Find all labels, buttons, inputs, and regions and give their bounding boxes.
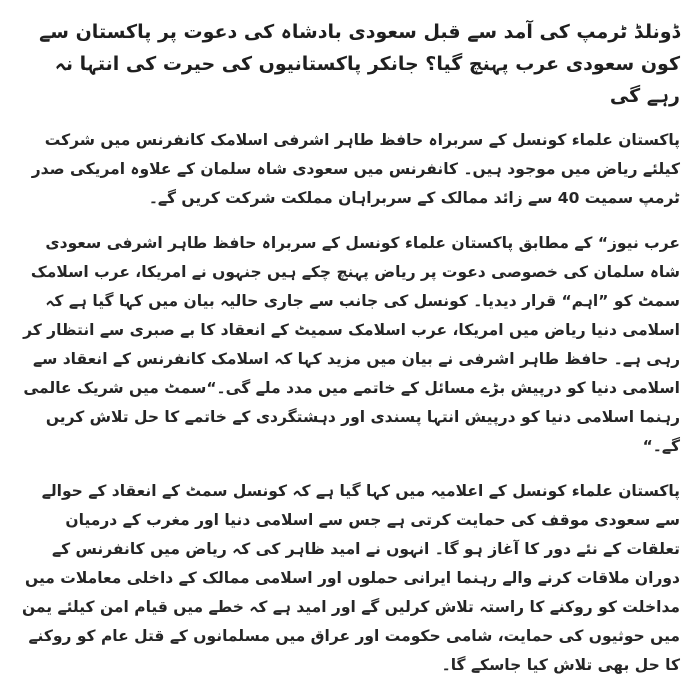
- article-paragraph-3: پاکستان علماء کونسل کے اعلامیہ میں کہا گیا ہے کہ کونسل سمٹ کے انعقاد کے حوالے سے سعودی موقف کی حمایت کرتی ہے جس سے اسلامی دنیا اور مغرب کے درمیان تعلقات کے نئے دور کا آغاز ہو گا۔ انہوں نے امید ظاہر کی کہ ریاض میں کانفرنس کے دوران ملاقات کرنے والے رہنما ایرانی حملوں اور اسلامی ممالک کے داخلی معاملات میں مداخلت کو روکنے کا راستہ تلاش کرلیں گے اور امید ہے کہ خطے میں قیام امن کیلئے یمن میں حوثیوں کی حمایت، شامی حکومت اور عراق میں مسلمانوں کے قتل عام کو روکنے کا حل بھی تلاش کیا جاسکے گا۔: [21, 482, 680, 674]
- article-headline: ڈونلڈ ٹرمپ کی آمد سے قبل سعودی بادشاہ کی دعوت پر پاکستان سے کون سعودی عرب پہنچ گیا؟ جانکر پاکستانیوں کی حیرت کی انتہا نہ رہے گی: [39, 21, 680, 107]
- article-paragraph-2: عرب نیوز“ کے مطابق پاکستان علماء کونسل کے سربراہ حافظ طاہر اشرفی سعودی شاہ سلمان کی خصوصی دعوت پر ریاض پہنچ چکے ہیں جنہوں نے امریکا، عرب اسلامک سمٹ کو ”اہم“ قرار دیدیا۔ کونسل کی جانب سے جاری حالیہ بیان میں کہا گیا ہے کہ اسلامی دنیا ریاض میں امریکا، عرب اسلامک سمیٹ کے انعقاد کا بے صبری سے انتظار کر رہی ہے۔ حافظ طاہر اشرفی نے بیان میں مزید کہا کہ اسلامک کانفرنس کے انعقاد سے اسلامی دنیا کو درپیش بڑے مسائل کے خاتمے میں مدد ملے گی۔“سمٹ میں شریک عالمی رہنما اسلامی دنیا کو درپیش انتہا پسندی اور دہشتگردی کے خاتمے کا حل تلاش کریں گے۔“: [23, 234, 680, 455]
- article-paragraph-1: پاکستان علماء کونسل کے سربراہ حافظ طاہر اشرفی اسلامک کانفرنس میں شرکت کیلئے ریاض میں موجود ہیں۔ کانفرنس میں سعودی شاہ سلمان کے علاوہ امریکی صدر ٹرمپ سمیت 40 سے زائد ممالک کے سربراہان مملکت شرکت کریں گے۔: [31, 131, 680, 207]
